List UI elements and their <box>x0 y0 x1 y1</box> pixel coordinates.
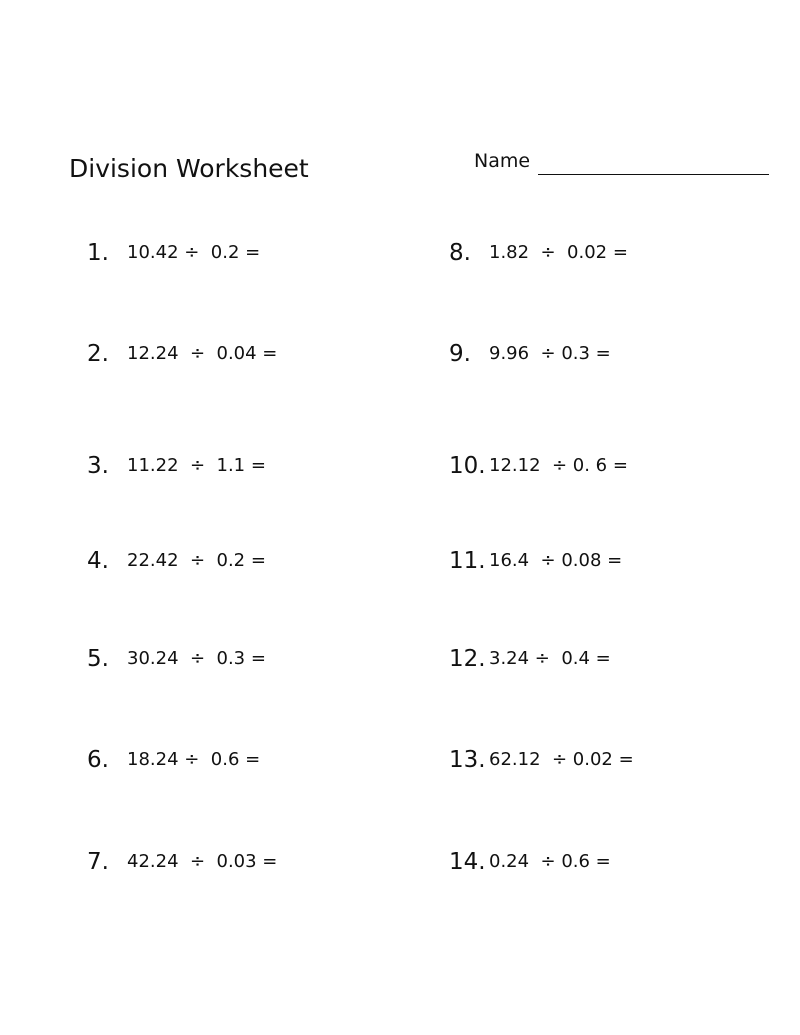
problem-expression: 11.22 ÷ 1.1 = <box>127 455 266 476</box>
problem-number: 13. <box>449 747 486 773</box>
name-label: Name <box>474 150 531 172</box>
problem-number: 11. <box>449 548 486 574</box>
problem-expression: 3.24 ÷ 0.4 = <box>489 648 611 669</box>
problem-number: 10. <box>449 453 486 479</box>
problem-number: 14. <box>449 849 486 875</box>
problem-expression: 16.4 ÷ 0.08 = <box>489 550 623 571</box>
problem-10 <box>0 451 780 481</box>
problem-expression: 22.42 ÷ 0.2 = <box>127 550 266 571</box>
problem-number: 8. <box>449 240 471 266</box>
problem-expression: 42.24 ÷ 0.03 = <box>127 851 278 872</box>
problem-expression: 10.42 ÷ 0.2 = <box>127 242 261 263</box>
problem-expression: 0.24 ÷ 0.6 = <box>489 851 611 872</box>
problem-expression: 12.24 ÷ 0.04 = <box>127 343 278 364</box>
worksheet-title: Division Worksheet <box>69 154 309 183</box>
problem-12 <box>0 644 780 674</box>
problem-11 <box>0 546 780 576</box>
problem-number: 6. <box>87 747 109 773</box>
problem-number: 4. <box>87 548 109 574</box>
name-blank-line <box>538 174 769 175</box>
problem-expression: 9.96 ÷ 0.3 = <box>489 343 611 364</box>
problem-9 <box>0 339 780 369</box>
name-field <box>474 150 774 180</box>
problem-number: 12. <box>449 646 486 672</box>
problem-expression: 30.24 ÷ 0.3 = <box>127 648 266 669</box>
problem-expression: 18.24 ÷ 0.6 = <box>127 749 261 770</box>
problem-number: 5. <box>87 646 109 672</box>
problem-expression: 1.82 ÷ 0.02 = <box>489 242 628 263</box>
problem-14 <box>0 847 780 877</box>
problem-8 <box>0 238 780 268</box>
problem-number: 9. <box>449 341 471 367</box>
problem-number: 2. <box>87 341 109 367</box>
problem-13 <box>0 745 780 775</box>
problem-number: 3. <box>87 453 109 479</box>
problem-expression: 62.12 ÷ 0.02 = <box>489 749 634 770</box>
problem-expression: 12.12 ÷ 0. 6 = <box>489 455 628 476</box>
problem-number: 1. <box>87 240 109 266</box>
problem-number: 7. <box>87 849 109 875</box>
